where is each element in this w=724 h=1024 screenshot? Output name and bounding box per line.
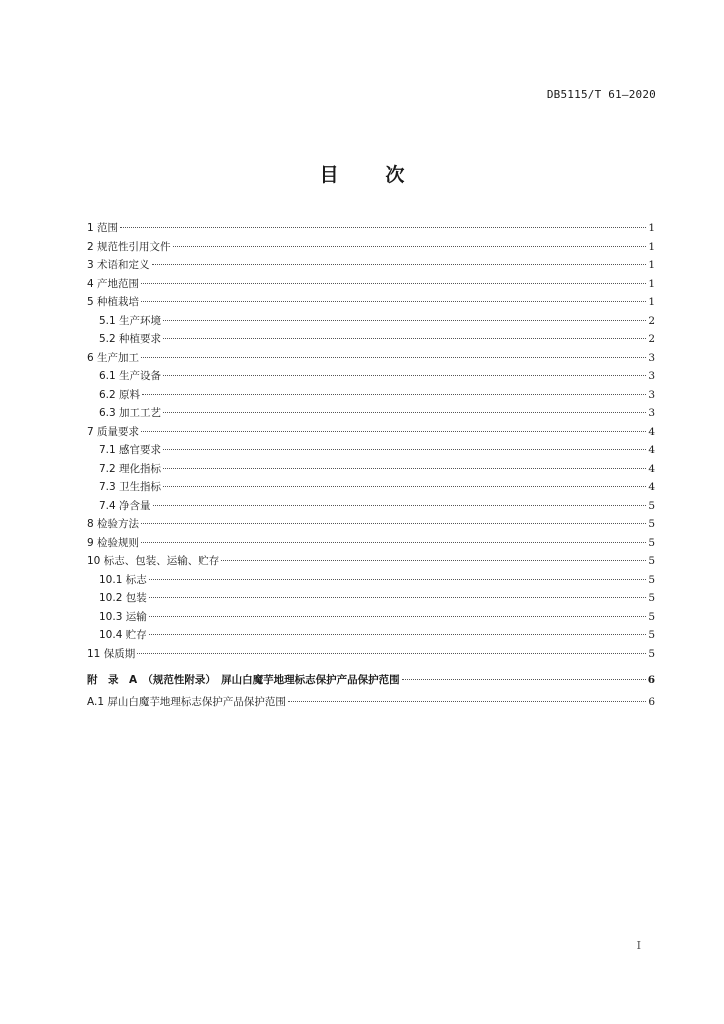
toc-entry-page: 3 xyxy=(648,407,655,419)
toc-entry-page: 4 xyxy=(648,462,655,475)
toc-entry-page: 1 xyxy=(648,296,655,308)
toc-entry-label: 10.3 运输 xyxy=(99,610,147,623)
toc-row[interactable] xyxy=(87,534,655,553)
toc-leader xyxy=(141,301,646,302)
toc-leader xyxy=(120,227,646,228)
toc-entry-label: 6.2 原料 xyxy=(99,388,141,401)
toc-annex-page: 6 xyxy=(647,674,655,686)
toc-entry-page: 3 xyxy=(648,388,655,401)
page-folio: I xyxy=(636,939,641,952)
toc-entry-page: 5 xyxy=(648,499,655,512)
toc-entry-label: 10 标志、包装、运输、贮存 xyxy=(87,555,220,567)
toc-entry-page: 4 xyxy=(648,481,655,493)
toc-leader xyxy=(152,264,647,265)
toc-leader xyxy=(402,679,646,680)
toc-row[interactable] xyxy=(87,608,655,627)
toc-annex-item-label: A.1 屏山白魔芋地理标志保护产品保护范围 xyxy=(87,695,286,708)
toc-entry-label: 10.1 标志 xyxy=(99,573,147,586)
toc-entry-page: 4 xyxy=(648,425,655,438)
toc-leader xyxy=(163,375,646,376)
toc-row[interactable] xyxy=(87,497,655,516)
toc-entry-label: 5.2 种植要求 xyxy=(99,333,162,345)
toc-row[interactable] xyxy=(87,404,655,423)
title-char-1: 目 xyxy=(319,164,339,186)
toc-leader xyxy=(141,523,646,524)
toc-leader xyxy=(221,560,646,561)
toc-entry-label: 2 规范性引用文件 xyxy=(87,240,171,253)
standard-code: DB5115/T 61—2020 xyxy=(546,88,656,101)
toc-entry-page: 4 xyxy=(648,444,655,456)
toc-leader xyxy=(163,338,646,339)
toc-leader xyxy=(163,412,646,413)
toc-row[interactable] xyxy=(87,460,655,479)
toc-leader xyxy=(149,579,647,580)
toc-leader xyxy=(163,486,646,487)
toc-entry-label: 10.4 贮存 xyxy=(99,629,147,641)
toc-row[interactable] xyxy=(87,571,655,590)
toc-entry-label: 6 生产加工 xyxy=(87,351,140,364)
toc-entry-label: 4 产地范围 xyxy=(87,277,140,290)
toc-annex-label: 附 录 A （规范性附录） 屏山白魔芋地理标志保护产品保护范围 xyxy=(87,674,400,686)
toc-leader xyxy=(149,597,647,598)
toc-entry-page: 5 xyxy=(648,629,655,641)
toc-annex-item-row[interactable] xyxy=(87,693,655,712)
toc-entry-page: 2 xyxy=(648,314,655,327)
toc-entry-label: 7.2 理化指标 xyxy=(99,462,162,475)
toc-entry-label: 7.4 净含量 xyxy=(99,499,151,512)
toc-entry-label: 3 术语和定义 xyxy=(87,259,150,271)
toc-leader xyxy=(141,431,646,432)
toc-entry-label: 11 保质期 xyxy=(87,647,136,660)
toc-row[interactable] xyxy=(87,256,655,275)
toc-leader xyxy=(137,653,646,654)
toc-row[interactable] xyxy=(87,386,655,405)
toc-row[interactable] xyxy=(87,626,655,645)
toc-row[interactable] xyxy=(87,515,655,534)
toc-leader xyxy=(149,634,647,635)
toc-entry-label: 9 检验规则 xyxy=(87,536,140,549)
toc-entry-label: 7.1 感官要求 xyxy=(99,444,162,456)
toc-row[interactable] xyxy=(87,219,655,238)
toc-entry-page: 3 xyxy=(648,351,655,364)
toc-entry-label: 6.1 生产设备 xyxy=(99,370,162,382)
page-title xyxy=(0,160,724,187)
toc-row[interactable] xyxy=(87,275,655,294)
toc-entry-page: 1 xyxy=(648,277,655,290)
toc-entry-page: 1 xyxy=(648,222,655,234)
toc-leader xyxy=(149,616,647,617)
toc-leader xyxy=(153,505,647,506)
toc-row[interactable] xyxy=(87,367,655,386)
toc-entry-page: 5 xyxy=(648,536,655,549)
toc-entry-page: 3 xyxy=(648,370,655,382)
toc-row[interactable] xyxy=(87,478,655,497)
toc-entry-label: 6.3 加工工艺 xyxy=(99,407,162,419)
toc-row[interactable] xyxy=(87,238,655,257)
toc-leader xyxy=(141,283,646,284)
toc-leader xyxy=(141,542,646,543)
toc-row[interactable] xyxy=(87,423,655,442)
toc-leader xyxy=(141,357,646,358)
toc-row[interactable] xyxy=(87,589,655,608)
toc-row[interactable] xyxy=(87,330,655,349)
toc-leader xyxy=(142,394,646,395)
toc-leader xyxy=(288,701,646,702)
toc-entry-page: 5 xyxy=(648,610,655,623)
toc-entry-label: 1 范围 xyxy=(87,222,119,234)
toc-entry-page: 5 xyxy=(648,647,655,660)
toc-row[interactable] xyxy=(87,293,655,312)
toc-entry-label: 5.1 生产环境 xyxy=(99,314,162,327)
toc-row[interactable] xyxy=(87,312,655,331)
toc-entry-label: 10.2 包装 xyxy=(99,592,147,604)
toc-entry-label: 8 检验方法 xyxy=(87,518,140,530)
toc-entry-page: 5 xyxy=(648,518,655,530)
toc-leader xyxy=(163,320,646,321)
toc-entry-label: 5 种植栽培 xyxy=(87,296,140,308)
toc-row[interactable] xyxy=(87,645,655,664)
toc-row[interactable] xyxy=(87,552,655,571)
toc-row[interactable] xyxy=(87,349,655,368)
toc-row[interactable] xyxy=(87,441,655,460)
toc-entry-label: 7 质量要求 xyxy=(87,425,140,438)
toc-entry-page: 5 xyxy=(648,555,655,567)
toc-annex-item-page: 6 xyxy=(648,695,655,708)
toc-entry-page: 5 xyxy=(648,573,655,586)
toc-entry-label: 7.3 卫生指标 xyxy=(99,481,162,493)
toc-annex-row[interactable] xyxy=(87,671,655,690)
toc-leader xyxy=(173,246,647,247)
toc-entry-page: 2 xyxy=(648,333,655,345)
toc-entry-page: 1 xyxy=(648,240,655,253)
table-of-contents xyxy=(87,219,655,711)
title-char-2: 次 xyxy=(385,164,405,186)
toc-entry-page: 1 xyxy=(648,259,655,271)
toc-leader xyxy=(163,468,646,469)
toc-entry-page: 5 xyxy=(648,592,655,604)
toc-leader xyxy=(163,449,646,450)
